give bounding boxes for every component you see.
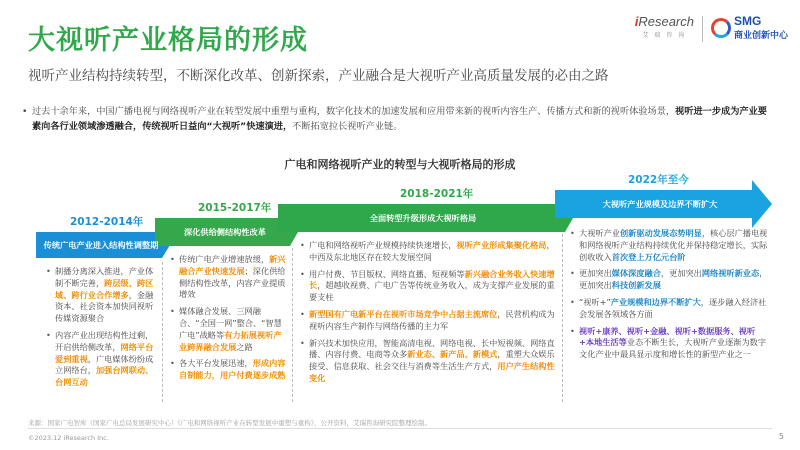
col2-point-3-text: 各大平台发展迅速，: [179, 358, 253, 369]
col3-point-2-text: 用户付费、节目版权、网络直播、短视频等: [309, 268, 465, 279]
col4-point-2-text: ，更加突出: [660, 268, 702, 279]
column-separator: [162, 262, 163, 402]
col4-point-1-text: 创新驱动发展态势明显: [619, 228, 702, 238]
stage-2-points: [170, 254, 288, 387]
intro-paragraph: [22, 104, 772, 134]
col4-point-4: [570, 326, 770, 361]
intro-text: 过去十余年来，中国广播电视与网络视听产业在转型发展中重塑与重构，数字化技术的加速发展和应用带来新的视听内容生产、传播方式和新的视听体验场景，: [32, 106, 676, 117]
col3-point-1-text: ，中西及东北地区存在较大发展空间: [309, 240, 555, 262]
col3-point-1-text: 视听产业形成集聚化格局: [456, 240, 547, 250]
iresearch-logo-sub: 艾 瑞 咨 询: [642, 32, 687, 39]
col1-point-1-text: 跨层级、跨区域、跨行业合作增多: [55, 277, 154, 300]
col4-point-3-text: “视听+”: [579, 296, 611, 307]
smg-logo: [711, 14, 788, 41]
col3-point-3-text: 新型国有广电新平台在视听市场竞争中占据主流席位: [309, 308, 498, 319]
col3-point-2-text: ，超越收视费、广电广告等传统业务收入，成为支撑产业发展的重要支柱: [309, 280, 555, 303]
col4-point-1: [570, 228, 770, 263]
col2-point-1-text: 新兴融合产业快速发展: [179, 254, 286, 276]
iresearch-logo-text: iResearch: [634, 14, 694, 29]
col4-point-2-text: 更加突出: [579, 268, 612, 279]
col3-point-2: [300, 269, 556, 304]
col4-point-3-text: ，逐步融入经济社会发展各领域各方面: [579, 296, 767, 319]
col2-point-2-text: 媒体融合发展、三网融合、“全国一网”整合、“智慧广电”战略等: [179, 306, 282, 340]
col4-point-2-text: 科技创新发展: [611, 280, 661, 291]
stage-4-points: [570, 228, 770, 366]
col3-point-4-text: 新兴技术加快应用，智能高清电视、网络电视、长中短视频、网络直播、内容付费、电商等众多: [309, 337, 555, 360]
col4-point-1-text: 大视听产业: [579, 228, 620, 238]
col4-point-2: [570, 268, 770, 292]
intro-tail-text: 不断拓宽拉长视听产业链。: [292, 121, 403, 132]
smg-logo-mark-icon: [711, 18, 731, 38]
page-subtitle: 视听产业结构持续转型，不断深化改革、创新探索，产业融合是大视听产业高质量发展的必由之路: [28, 68, 609, 84]
col1-point-2-text: ，广电媒体纷纷成立网络台，: [55, 353, 154, 376]
col4-point-2-text: 媒体深度融合: [611, 268, 661, 279]
col2-point-3-text: 形成内容自制能力，用户付费逐步成熟: [179, 358, 286, 381]
iresearch-logo-word: Research: [638, 14, 694, 29]
col2-point-3: [170, 358, 288, 382]
footer-divider: [28, 428, 772, 429]
col2-point-1-text: 传统广电产业增速放缓，: [179, 254, 270, 264]
stage-2-year: 2015-2017年: [198, 202, 272, 214]
col3-point-4-text: 新业态、新产品、新模式: [407, 349, 498, 360]
col4-point-1-text: ，核心层广播电视和网络视听产业结构持续优化并保持稳定增长，实际创收收入: [579, 228, 768, 262]
col2-point-2-text: 有力拓展视听产业跨界融合发展: [179, 329, 282, 352]
page-number: 5: [778, 432, 784, 441]
col4-point-1-text: 首次登上万亿元台阶: [611, 251, 686, 262]
diagram-title: 广电和网络视听产业的转型与大视听格局的形成: [284, 158, 516, 171]
smg-logo-en: SMG: [733, 14, 762, 28]
column-separator: [292, 248, 293, 402]
col1-point-1-text: ，金融资本、社会资本加快同视听传媒资源聚合: [55, 289, 154, 324]
col1-point-1: [46, 266, 158, 325]
col2-point-2: [170, 306, 288, 353]
col1-point-2-text: 内容产业出现结构性过剩，开启供给侧改革，: [55, 329, 154, 352]
page-title: 大视听产业格局的形成: [28, 25, 308, 56]
stage-1-label: 传统广电产业进入结构性调整期: [43, 239, 159, 250]
intro-bold-text: 视听进一步成为产业要素向各行业领域渗透融合，传统视听日益向“大视听”快速演进，: [32, 106, 767, 132]
col3-point-1: [300, 240, 556, 264]
stage-4-label: 大视听产业规模及边界不断扩大: [602, 198, 718, 209]
col3-point-2-text: 新兴融合业务收入快速增长: [309, 268, 555, 291]
col4-point-3-text: 产业规模和边界不断扩大: [610, 296, 701, 307]
copyright: ©2023.12 iResearch Inc.: [28, 434, 109, 442]
stage-2-label: 深化供给侧结构性改革: [184, 226, 266, 237]
column-separator: [562, 234, 563, 402]
col4-point-2-text: ，更加突出: [579, 268, 768, 291]
col3-point-3: [300, 309, 556, 333]
col1-point-2: [46, 330, 158, 389]
stage-3-label: 全面转型升级形成大视听格局: [369, 212, 477, 223]
col1-point-2-text: 加强台网联动、台网互动: [55, 365, 154, 388]
stage-1-points: [46, 266, 158, 394]
stage-1-year: 2012-2014年: [70, 216, 144, 228]
iresearch-logo: [635, 14, 694, 39]
col3-point-1-text: 广电和网络视听产业规模持续快速增长，: [309, 240, 457, 250]
col4-point-4-text: 业态不断生长，大视听产业逐渐为数字文化产业中最具显示度和增长性的新型产业之一: [579, 337, 767, 360]
col3-point-4-text: ，重塑大众娱乐接受、信息获取、社会交往与消费等生活生产方式，: [309, 349, 555, 372]
col2-point-1-text: ；深化供给侧结构性改革，内容产业提质增效: [179, 265, 286, 300]
col3-point-4: [300, 338, 556, 385]
stage-4-year: 2022年至今: [628, 174, 689, 186]
bullet-icon: •: [22, 106, 28, 117]
col3-point-3-text: ，民营机构成为视听内容生产制作与网络传播的主力军: [309, 308, 555, 331]
col4-point-4-text: 视听+康养、视听+金融、视听+数据服务、视听+本地生活等: [579, 325, 756, 348]
stage-3-year: 2018-2021年: [400, 188, 474, 200]
logo-area: [635, 14, 788, 42]
col4-point-3: [570, 297, 770, 321]
stage-3-points: [300, 240, 556, 390]
source-note: 来源：国家广电智库（国家广电总局发展研究中心）《广电和网络视听产业在转型发展中重塑与重构》，公开资料，艾瑞咨询研究院整理绘制。: [28, 419, 431, 427]
col2-point-2-text: 之路: [236, 341, 253, 352]
logo-divider: [702, 16, 703, 42]
col1-point-2-text: 网络平台爱到重视: [55, 341, 154, 364]
col3-point-4-text: 用户产生结构性变化: [309, 361, 555, 383]
col2-point-1: [170, 254, 288, 301]
col4-point-2-text: 网络视听新业态: [701, 268, 760, 279]
smg-logo-cn: 商业创新中心: [733, 31, 788, 41]
col1-point-1-text: 制播分离深入推进，产业体制不断完善，: [55, 266, 154, 288]
